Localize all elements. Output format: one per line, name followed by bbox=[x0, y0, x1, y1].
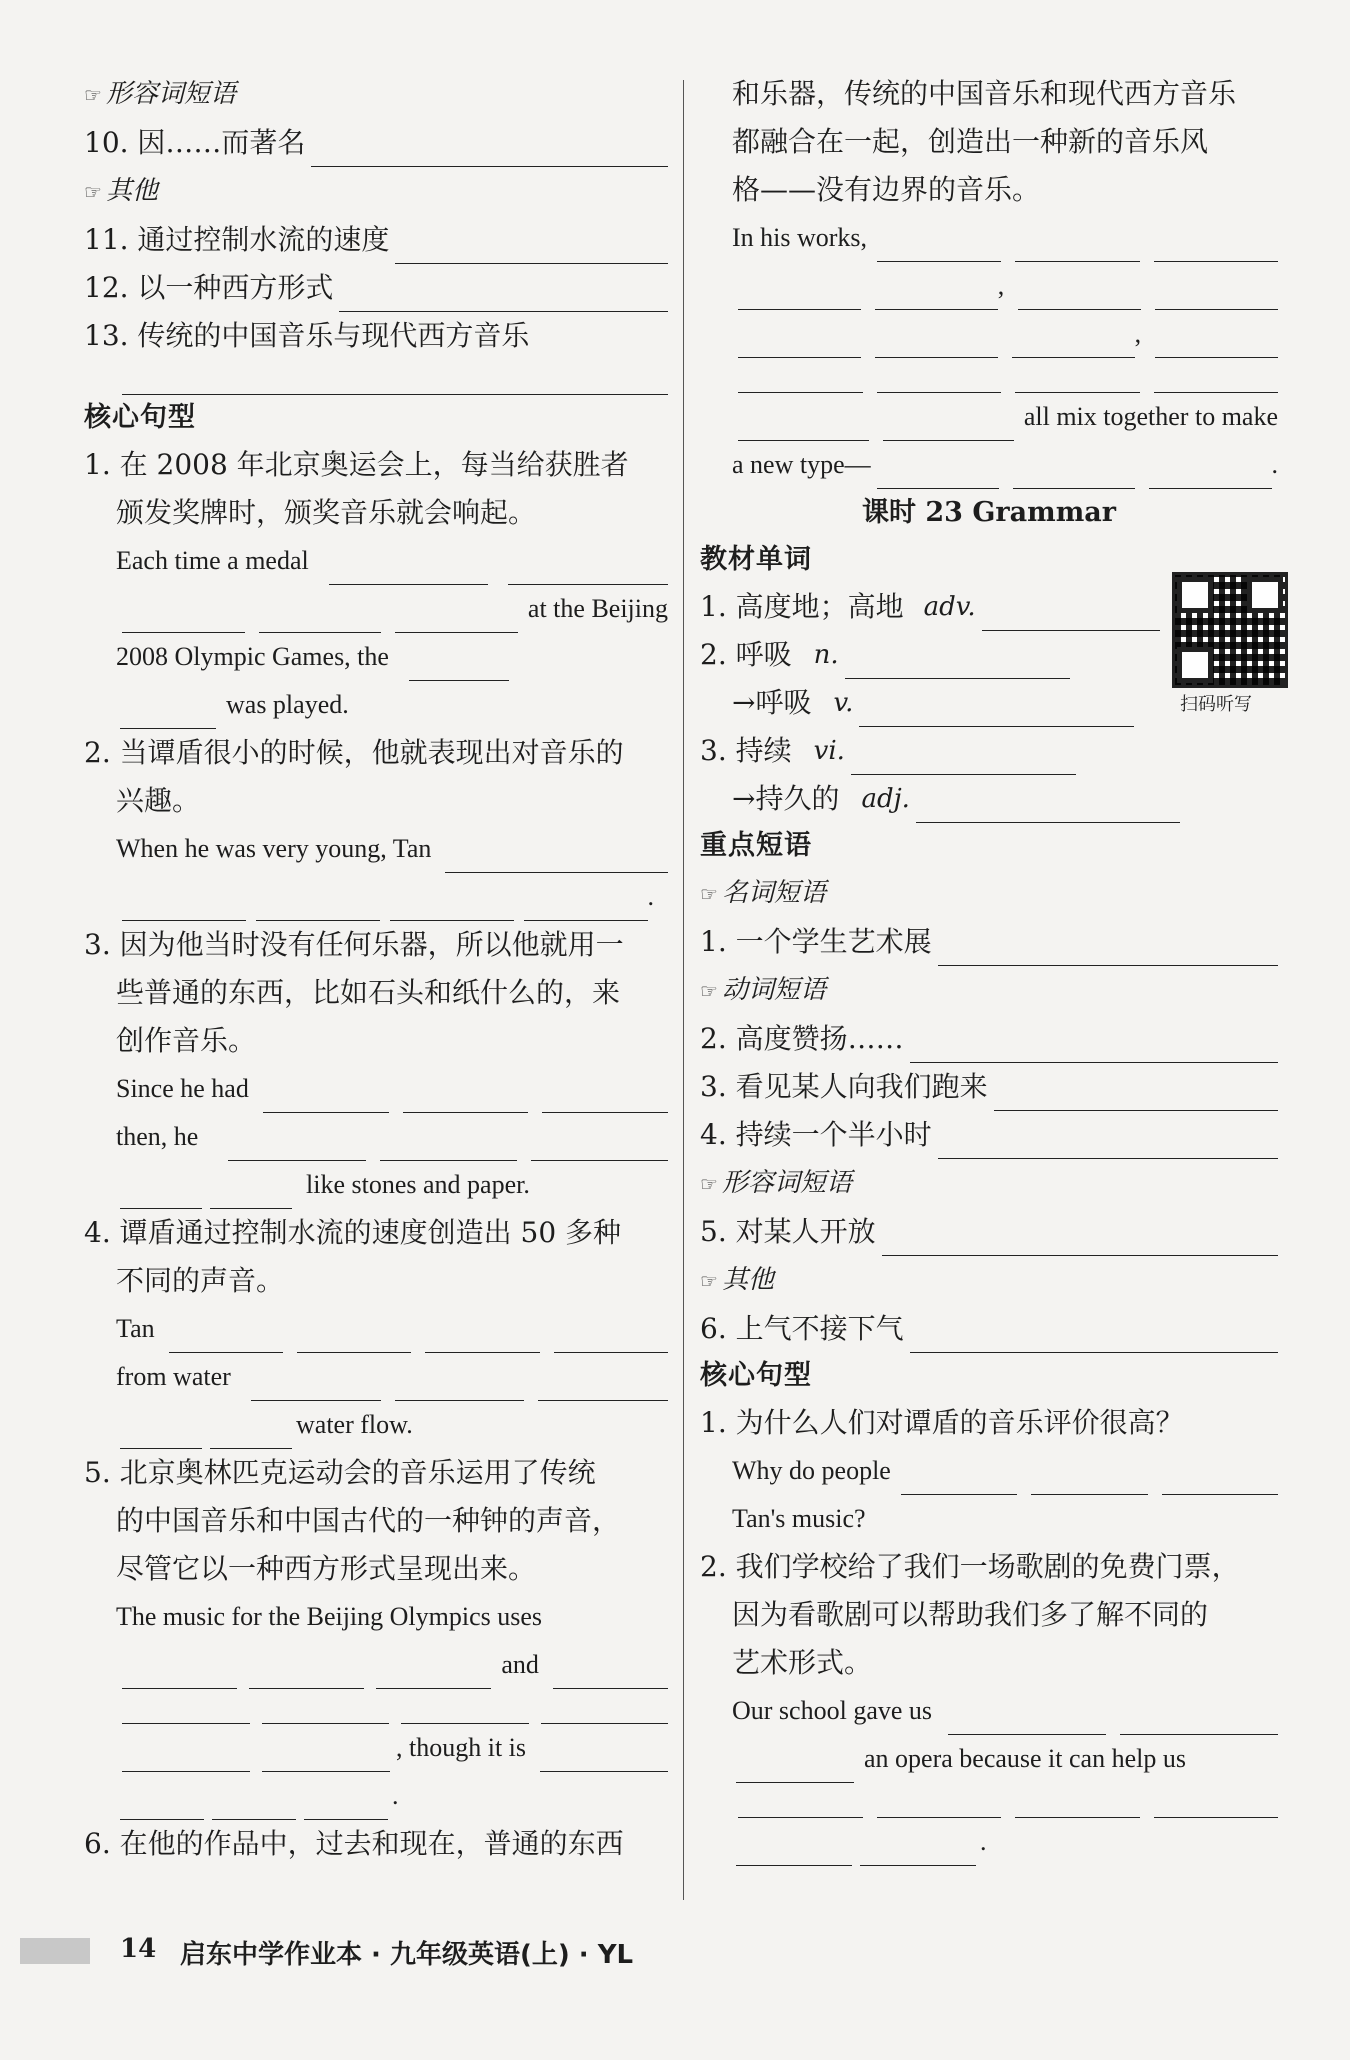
answer-blank[interactable] bbox=[1015, 227, 1139, 262]
answer-blank[interactable] bbox=[542, 1078, 668, 1113]
sentence-cn: 1. 为什么人们对谭盾的音乐评价很高？ bbox=[700, 1406, 1184, 1439]
answer-blank[interactable] bbox=[883, 406, 1014, 441]
subsection-label: ☞ 动词短语 bbox=[700, 975, 826, 1005]
sentence-cn: 不同的声音。 bbox=[116, 1264, 285, 1297]
sentence-en: an opera because it can help us bbox=[700, 1735, 1278, 1783]
section-title: 核心句型 bbox=[84, 402, 196, 433]
answer-blank[interactable] bbox=[948, 1700, 1106, 1735]
answer-blank[interactable] bbox=[256, 886, 380, 921]
sentence-en: , bbox=[700, 262, 1278, 310]
sentence-en: water flow. bbox=[84, 1401, 668, 1449]
answer-blank[interactable] bbox=[738, 358, 863, 393]
answer-blank[interactable] bbox=[554, 1318, 668, 1353]
sentence-cn: 颁发奖牌时，颁奖音乐就会响起。 bbox=[116, 496, 537, 529]
answer-blank[interactable] bbox=[845, 644, 1070, 679]
answer-blank[interactable] bbox=[120, 696, 216, 729]
phrase-item: 3. 看见某人向我们跑来 bbox=[700, 1063, 1278, 1111]
answer-blank[interactable] bbox=[1120, 1700, 1278, 1735]
word-item: 2. 呼吸 n. bbox=[700, 631, 1070, 679]
answer-blank[interactable] bbox=[875, 323, 998, 358]
answer-blank[interactable] bbox=[1155, 275, 1278, 310]
answer-blank[interactable] bbox=[401, 1689, 529, 1724]
answer-blank[interactable] bbox=[120, 1176, 202, 1209]
answer-line bbox=[84, 360, 668, 395]
sentence-cn: 1. 在 2008 年北京奥运会上，每当给获胜者 bbox=[84, 448, 629, 481]
word-item: →持久的 adj. bbox=[700, 775, 1180, 823]
sentence-en: Why do people bbox=[700, 1447, 1278, 1495]
answer-blank[interactable] bbox=[395, 1366, 525, 1401]
answer-blank[interactable] bbox=[1154, 358, 1279, 393]
sentence-en: from water bbox=[84, 1353, 668, 1401]
sentence-cn: 都融合在一起，创造出一种新的音乐风 bbox=[732, 125, 1209, 158]
answer-blank[interactable] bbox=[376, 1654, 491, 1689]
answer-blank[interactable] bbox=[395, 598, 518, 633]
phrase-item: 1. 一个学生艺术展 bbox=[700, 918, 1278, 966]
answer-blank[interactable] bbox=[1149, 454, 1271, 489]
answer-blank[interactable] bbox=[122, 1654, 237, 1689]
answer-blank[interactable] bbox=[122, 598, 245, 633]
qr-label: 扫码听写 bbox=[1180, 694, 1252, 715]
answer-blank[interactable] bbox=[1154, 1783, 1279, 1818]
sentence-en: , though it is bbox=[84, 1724, 668, 1772]
sentence-en: all mix together to make bbox=[700, 393, 1278, 441]
answer-blank[interactable] bbox=[120, 1416, 202, 1449]
sentence-en: When he was very young, Tan bbox=[84, 825, 668, 873]
sentence-en bbox=[84, 1689, 668, 1724]
qr-corner bbox=[1177, 577, 1213, 613]
sentence-en: Tan bbox=[84, 1305, 668, 1353]
answer-blank[interactable] bbox=[860, 1833, 976, 1866]
answer-blank[interactable] bbox=[251, 1366, 381, 1401]
answer-blank[interactable] bbox=[1015, 358, 1140, 393]
answer-blank[interactable] bbox=[210, 1176, 292, 1209]
word-item: →呼吸 v. bbox=[700, 679, 1134, 727]
answer-blank[interactable] bbox=[738, 406, 869, 441]
answer-blank[interactable] bbox=[390, 886, 514, 921]
answer-blank[interactable] bbox=[738, 323, 861, 358]
answer-blank[interactable] bbox=[425, 1318, 539, 1353]
answer-blank[interactable] bbox=[120, 1787, 204, 1820]
answer-blank[interactable] bbox=[910, 1318, 1278, 1353]
answer-blank[interactable] bbox=[994, 1076, 1278, 1111]
phrase-item: 6. 上气不接下气 bbox=[700, 1305, 1278, 1353]
answer-blank[interactable] bbox=[524, 886, 648, 921]
sentence-cn: 艺术形式。 bbox=[732, 1646, 873, 1679]
answer-blank[interactable] bbox=[736, 1750, 854, 1783]
answer-blank[interactable] bbox=[982, 596, 1160, 631]
answer-blank[interactable] bbox=[553, 1654, 668, 1689]
sentence-cn: 的中国音乐和中国古代的一种钟的声音， bbox=[116, 1504, 621, 1537]
answer-blank[interactable] bbox=[901, 1460, 1017, 1495]
phrase-item: 4. 持续一个半小时 bbox=[700, 1111, 1278, 1159]
sentence-cn: 6. 在他的作品中，过去和现在，普通的东西 bbox=[84, 1827, 624, 1860]
sentence-cn: 2. 当谭盾很小的时候，他就表现出对音乐的 bbox=[84, 736, 624, 769]
pointing-hand-icon: ☞ bbox=[700, 882, 718, 906]
section-title: 教材单词 bbox=[700, 544, 812, 575]
answer-blank[interactable] bbox=[877, 358, 1002, 393]
phrase-item: 10. 因……而著名 bbox=[84, 119, 668, 167]
column-divider bbox=[683, 80, 684, 1900]
sentence-cn: 格——没有边界的音乐。 bbox=[732, 173, 1041, 206]
sentence-cn: 创作音乐。 bbox=[116, 1024, 257, 1057]
answer-blank[interactable] bbox=[311, 132, 668, 167]
answer-blank[interactable] bbox=[738, 275, 861, 310]
phrase-item: 5. 对某人开放 bbox=[700, 1208, 1278, 1256]
right-column bbox=[700, 70, 1278, 1866]
answer-blank[interactable] bbox=[910, 1028, 1278, 1063]
phrase-item: 12. 以一种西方形式 bbox=[84, 264, 668, 312]
subsection-label: ☞ 其他 bbox=[700, 1265, 774, 1295]
sentence-cn: 3. 因为他当时没有任何乐器，所以他就用一 bbox=[84, 928, 624, 961]
sentence-cn: 和乐器，传统的中国音乐和现代西方音乐 bbox=[732, 77, 1237, 110]
answer-blank[interactable] bbox=[1162, 1460, 1278, 1495]
section-title: 核心句型 bbox=[700, 1360, 812, 1391]
answer-blank[interactable] bbox=[210, 1416, 292, 1449]
answer-blank[interactable] bbox=[541, 1689, 669, 1724]
word-item: 3. 持续 vi. bbox=[700, 727, 1076, 775]
sentence-en: , bbox=[700, 310, 1278, 358]
answer-blank[interactable] bbox=[249, 1654, 364, 1689]
answer-blank[interactable] bbox=[403, 1078, 529, 1113]
answer-blank[interactable] bbox=[538, 1366, 668, 1401]
answer-blank[interactable] bbox=[212, 1787, 296, 1820]
answer-blank[interactable] bbox=[738, 1783, 863, 1818]
answer-blank[interactable] bbox=[1154, 227, 1278, 262]
sentence-en: Tan's music? bbox=[732, 1504, 866, 1533]
subsection-label: ☞ 形容词短语 bbox=[700, 1168, 852, 1198]
sentence-en: Our school gave us bbox=[700, 1687, 1278, 1735]
lesson-title: 课时 23 Grammar bbox=[861, 497, 1116, 528]
book-title: 启东中学作业本 · 九年级英语(上) · YL bbox=[180, 1940, 634, 1970]
answer-blank[interactable] bbox=[262, 1689, 390, 1724]
answer-blank[interactable] bbox=[938, 1124, 1278, 1159]
sentence-cn: 尽管它以一种西方形式呈现出来。 bbox=[116, 1552, 537, 1585]
answer-blank[interactable] bbox=[297, 1318, 411, 1353]
sentence-cn: 因为看歌剧可以帮助我们多了解不同的 bbox=[732, 1598, 1209, 1631]
sentence-en: . bbox=[700, 1818, 1278, 1866]
answer-blank[interactable] bbox=[1155, 323, 1278, 358]
qr-code-icon[interactable] bbox=[1172, 572, 1288, 688]
subsection-label: ☞ 其他 bbox=[84, 176, 158, 206]
sentence-en: like stones and paper. bbox=[84, 1161, 668, 1209]
answer-blank[interactable] bbox=[122, 886, 246, 921]
answer-blank[interactable] bbox=[877, 227, 1001, 262]
answer-blank[interactable] bbox=[304, 1787, 388, 1820]
answer-blank[interactable] bbox=[540, 1737, 668, 1772]
answer-blank[interactable] bbox=[228, 1126, 365, 1161]
answer-blank[interactable] bbox=[531, 1126, 668, 1161]
qr-corner bbox=[1247, 577, 1283, 613]
phrase-item: 13. 传统的中国音乐与现代西方音乐 bbox=[84, 319, 530, 352]
answer-blank[interactable] bbox=[877, 454, 999, 489]
answer-blank[interactable] bbox=[1013, 454, 1135, 489]
sentence-en: was played. bbox=[84, 681, 668, 729]
sentence-en: then, he bbox=[84, 1113, 668, 1161]
sentence-en bbox=[700, 1783, 1278, 1818]
pointing-hand-icon: ☞ bbox=[700, 1269, 718, 1293]
answer-blank[interactable] bbox=[508, 550, 668, 585]
answer-blank[interactable] bbox=[259, 598, 382, 633]
answer-blank[interactable] bbox=[339, 277, 668, 312]
sentence-cn: 2. 我们学校给了我们一场歌剧的免费门票， bbox=[700, 1550, 1240, 1583]
subsection-label: ☞ 形容词短语 bbox=[84, 79, 236, 109]
pointing-hand-icon: ☞ bbox=[700, 979, 718, 1003]
sentence-en: a new type— . bbox=[700, 441, 1278, 489]
answer-blank[interactable] bbox=[122, 1689, 250, 1724]
phrase-item: 11. 通过控制水流的速度 bbox=[84, 216, 668, 264]
page-footer bbox=[20, 1930, 1330, 1970]
sentence-en: Since he had bbox=[84, 1065, 668, 1113]
answer-blank[interactable] bbox=[122, 1737, 250, 1772]
answer-blank[interactable] bbox=[875, 275, 998, 310]
answer-blank[interactable] bbox=[1015, 1783, 1140, 1818]
answer-blank[interactable] bbox=[938, 931, 1278, 966]
answer-blank[interactable] bbox=[395, 229, 668, 264]
sentence-en: Each time a medal bbox=[84, 537, 668, 585]
answer-blank[interactable] bbox=[445, 838, 668, 873]
phrase-item: 2. 高度赞扬…… bbox=[700, 1015, 1278, 1063]
sentence-en: In his works, bbox=[700, 214, 1278, 262]
left-column bbox=[84, 70, 668, 1868]
section-title: 重点短语 bbox=[700, 830, 812, 861]
answer-blank[interactable] bbox=[1031, 1460, 1147, 1495]
answer-blank[interactable] bbox=[736, 1833, 852, 1866]
answer-blank[interactable] bbox=[851, 740, 1076, 775]
pointing-hand-icon: ☞ bbox=[84, 180, 102, 204]
answer-blank[interactable] bbox=[169, 1318, 283, 1353]
answer-blank[interactable] bbox=[916, 788, 1180, 823]
answer-blank[interactable] bbox=[263, 1078, 389, 1113]
sentence-en: 2008 Olympic Games, the bbox=[84, 633, 668, 681]
sentence-en: The music for the Beijing Olympics uses bbox=[116, 1602, 543, 1631]
qr-corner bbox=[1177, 647, 1213, 683]
word-item: 1. 高度地；高地 adv. bbox=[700, 583, 1160, 631]
answer-blank[interactable] bbox=[882, 1221, 1278, 1256]
answer-blank[interactable] bbox=[380, 1126, 517, 1161]
sentence-cn: 5. 北京奥林匹克运动会的音乐运用了传统 bbox=[84, 1456, 596, 1489]
answer-blank[interactable] bbox=[329, 550, 489, 585]
sentence-en: . bbox=[84, 1772, 668, 1820]
sentence-en: at the Beijing bbox=[84, 585, 668, 633]
answer-blank[interactable] bbox=[1018, 275, 1141, 310]
sentence-cn: 些普通的东西，比如石头和纸什么的，来 bbox=[116, 976, 621, 1009]
answer-blank[interactable] bbox=[877, 1783, 1002, 1818]
subsection-label: ☞ 名词短语 bbox=[700, 878, 826, 908]
pointing-hand-icon: ☞ bbox=[700, 1172, 718, 1196]
page-number: 14 bbox=[120, 1934, 157, 1964]
sentence-en: . bbox=[84, 873, 668, 921]
answer-blank[interactable] bbox=[1012, 323, 1135, 358]
sentence-en bbox=[700, 358, 1278, 393]
answer-blank[interactable] bbox=[859, 692, 1134, 727]
sentence-cn: 4. 谭盾通过控制水流的速度创造出 50 多种 bbox=[84, 1216, 622, 1249]
pointing-hand-icon: ☞ bbox=[84, 83, 102, 107]
footer-bar bbox=[20, 1938, 90, 1964]
sentence-cn: 兴趣。 bbox=[116, 784, 201, 817]
answer-blank[interactable] bbox=[262, 1737, 390, 1772]
sentence-en: and bbox=[84, 1641, 668, 1689]
answer-blank[interactable] bbox=[409, 646, 509, 681]
answer-blank[interactable] bbox=[122, 360, 668, 395]
